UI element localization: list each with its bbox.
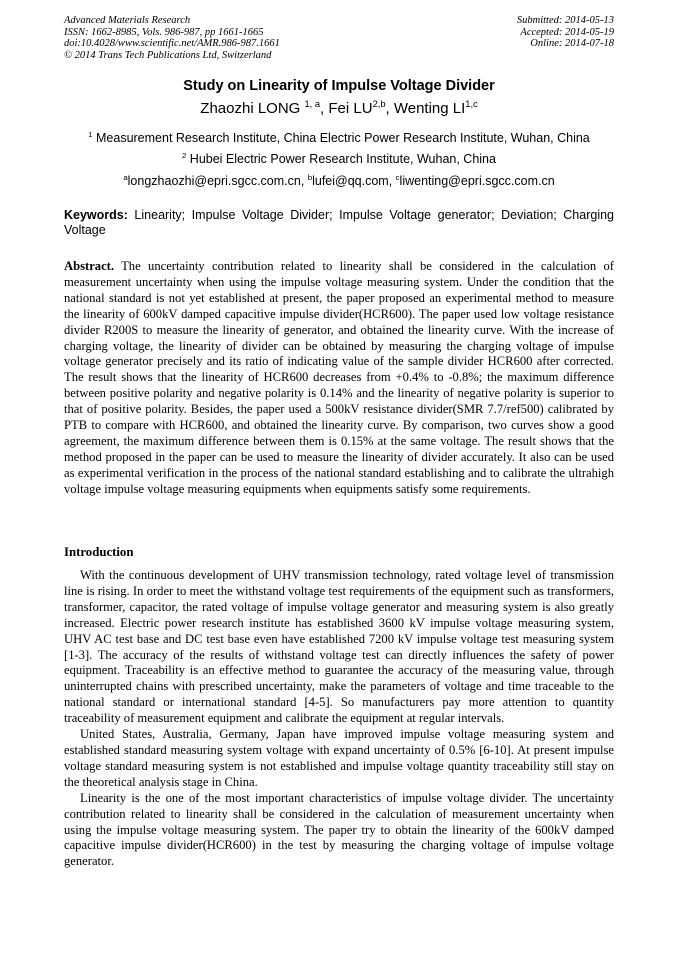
author-name: Zhaozhi LONG [200,100,305,117]
abstract [64,259,614,498]
doi-line: doi:10.4028/www.scientific.net/AMR.986-987.1661 [64,38,280,49]
author-separator: , [385,100,394,117]
paragraph: With the continuous development of UHV transmission technology, rated voltage level of transmission line is rising. In order to meet the withstand voltage test requirements of the equipment such as transformers, transformer, capacitor, the rated voltage of impulse voltage generator and measuring system is also greatly increased. Electric power research institute has established 3600 kV impulse voltage measuring system, UHV AC test base and DC test base even have established 7200 kV impulse voltage test measuring system [1-3]. The accuracy of the results of withstand voltage test can directly influences the safety of power equipment. Traceability is an effective method to guarantee the accuracy of the measuring value, through uninterrupted chains with prescribed uncertainty, make the parameters of voltage and time traceable to the national standard or international standard [4-5]. So manufacturers pay more attention to quantity traceability of measurement equipment and calibrate the equipment at regular intervals. [64,568,614,726]
affiliation-text: Hubei Electric Power Research Institute, Wuhan, China [186,152,496,166]
author-line [0,100,678,117]
email-address: lufei@qq.com, [312,174,396,188]
author-superscript: 2,b [372,99,386,109]
submitted-date: Submitted: 2014-05-13 [516,15,614,26]
abstract-text: The uncertainty contribution related to linearity shall be considered in the calculation of measurement uncertainty when using the impulse voltage measuring system. Under the condition that the national standard is not yet established at present, the paper proposed an experimental method to measure the linearity of 600kV damped capacitive impulse divider(HCR600). The paper used low voltage resistance divider R200S to measure the linearity of generator, and obtained the linearity curve. With the increase of charging voltage, the linearity of divider can be obtained by measuring the charging voltage of impulse voltage generator precisely and its ratio of indicating value of the sample divider HCR600 after corrected. The result shows that the linearity of HCR600 decreases from +0.4% to -0.8%; the maximum difference between positive polarity and negative polarity is 0.14% and the linearity of negative polarity is superior to that of positive polarity. Besides, the paper used a 500kV resistance divider(SMR 7.7/ref500) calibrated by PTB to compare with HCR600, and obtained the linearity curve. By comparison, two curves show a good agreement, the maximum difference between them is 0.15% at the same voltage. The result shows that the method proposed in the paper can be used to measure the linearity of divider accurately. It also can be used as experimental verification in the process of the national standard establishing and to calibrate the ultrahigh voltage impulse voltage measuring equipments when equipments satisfy some requirements. [64,259,614,496]
author-superscript: 1,c [465,99,478,109]
paper-title: Study on Linearity of Impulse Voltage Divider [183,78,495,94]
keywords-label: Keywords: [64,208,128,222]
email-address: longzhaozhi@epri.sgcc.com.cn, [127,174,308,188]
affiliation-1 [0,131,678,145]
dates-header [517,15,614,50]
affiliation-text: Measurement Research Institute, China Electric Power Research Institute, Wuhan, China [92,131,590,145]
author-name: Fei LU [328,100,373,117]
abstract-label: Abstract. [64,259,115,273]
introduction-body [64,568,614,870]
journal-name: Advanced Materials Research [64,15,191,26]
affiliation-superscript: 2 [182,150,187,160]
email-line [0,174,678,188]
email-superscript: c [395,172,400,182]
accepted-date: Accepted: 2014-05-19 [520,26,614,38]
email-superscript: b [307,172,313,182]
copyright-line: © 2014 Trans Tech Publications Ltd, Switzerland [64,49,272,61]
journal-header [64,15,280,61]
affiliation-superscript: 1 [88,129,93,139]
section-heading-introduction: Introduction [64,545,134,559]
email-address: liwenting@epri.sgcc.com.cn [399,174,555,188]
paragraph: Linearity is the one of the most important characteristics of impulse voltage divider. The uncertainty contribution related to linearity shall be considered in the calculation of measurement uncertainty when using the impulse voltage measuring system. The paper try to obtain the linearity of the 600kV damped capacitive impulse divider(HCR600) in the test by measuring the charging voltage of impulse voltage generator. [64,790,614,869]
paragraph: United States, Australia, Germany, Japan have improved impulse voltage measuring system and established standard measuring system voltage with expand uncertainty of 0.5% [6-10]. At present impulse voltage standard measuring system is not established and impulse voltage quantity traceability still stay on the theoretical analysis stage in China. [64,727,614,789]
author-superscript: 1, a [304,99,321,109]
author-separator: , [320,100,329,117]
affiliation-2 [0,152,678,166]
keywords-text: Linearity; Impulse Voltage Divider; Impulse Voltage generator; Deviation; Charging Voltage [64,208,614,237]
author-name: Wenting LI [393,100,466,117]
email-superscript: a [123,172,128,182]
issn-line: ISSN: 1662-8985, Vols. 986-987, pp 1661-1665 [64,26,264,38]
keywords [64,208,614,237]
online-date: Online: 2014-07-18 [530,38,614,49]
